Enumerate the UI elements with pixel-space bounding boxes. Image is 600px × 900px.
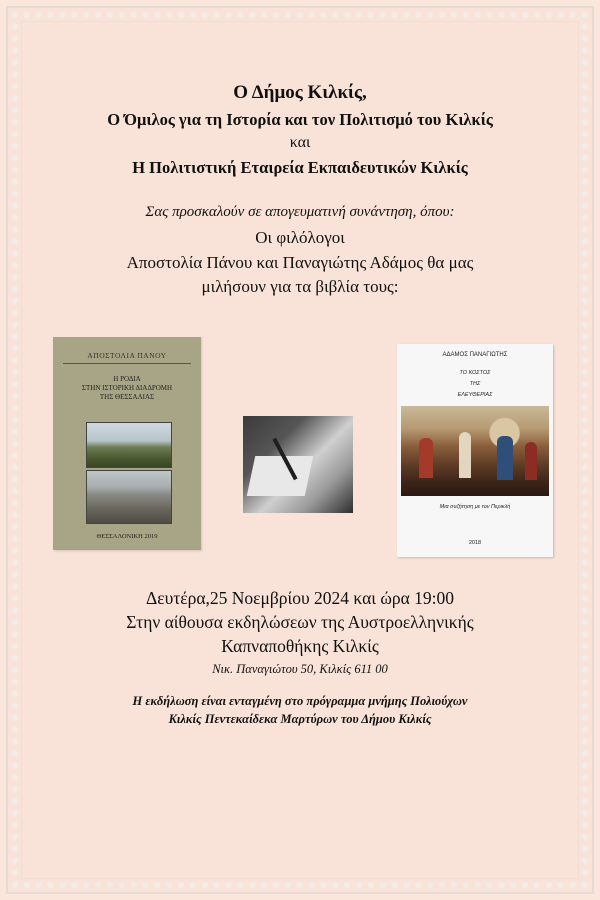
- organizer-history-group: Ο Όμιλος για τη Ιστορία και τον Πολιτισμό του Κιλκίς: [107, 110, 493, 129]
- speakers-line-1: Οι φιλόλογοι: [255, 228, 345, 247]
- book1-place: ΘΕΣΣΑΛΟΝΙΚΗ 2019: [96, 533, 158, 540]
- book2-subtitle: Μια συζήτηση με τον Περικλή: [439, 504, 511, 510]
- book2-title: [397, 368, 553, 401]
- invitation-intro: Σας προσκαλούν σε απογευματινή συνάντηση, όπου:: [145, 204, 455, 220]
- book1-title-line: ΤΗΣ ΘΕΣΣΑΛΙΑΣ: [99, 393, 155, 401]
- book2-painting: [401, 406, 549, 496]
- paper-shape: [247, 456, 314, 496]
- painting-figure: [497, 436, 513, 480]
- book1-title: [53, 375, 201, 402]
- organizer-teachers-society: Η Πολιτιστική Εταιρεία Εκπαιδευτικών Κιλκίς: [132, 158, 468, 177]
- organizer-municipality: Ο Δήμος Κιλκίς,: [233, 82, 367, 103]
- book1-divider: [63, 363, 191, 364]
- event-note-line-1: Η εκδήλωση είναι ενταγμένη στο πρόγραμμα μνήμης Πολιούχων: [132, 694, 468, 708]
- book1-title-line: Η ΡΟΔΙΑ: [113, 375, 141, 383]
- event-venue-line-1: Στην αίθουσα εκδηλώσεων της Αυστροελληνικής: [126, 612, 474, 632]
- organizer-conjunction: και: [289, 134, 311, 151]
- book1-title-line: ΣΤΗΝ ΙΣΤΟΡΙΚΗ ΔΙΑΔΡΟΜΗ: [81, 384, 173, 392]
- book1-river-photo: [86, 422, 172, 468]
- speakers-line-3: μιλήσουν για τα βιβλία τους:: [201, 277, 399, 296]
- book2-title-line: ΤΟ ΚΟΣΤΟΣ: [459, 370, 491, 376]
- writing-hand-photo: [243, 416, 353, 513]
- book-cover-kostos-eleftherias: [397, 344, 553, 557]
- book-cover-rodia: [53, 337, 201, 550]
- event-venue-line-2: Καπναποθήκης Κιλκίς: [221, 636, 379, 656]
- event-note-line-2: Κιλκίς Πεντεκαίδεκα Μαρτύρων του Δήμου Κιλκίς: [168, 712, 432, 726]
- book2-year: 2018: [468, 540, 482, 546]
- painting-figure: [419, 438, 433, 478]
- book1-author: ΑΠΟΣΤΟΛΙΑ ΠΑΝΟΥ: [87, 351, 167, 360]
- book2-title-line: ΕΛΕΥΘΕΡΙΑΣ: [457, 392, 493, 398]
- book2-author: ΑΔΑΜΟΣ ΠΑΝΑΓΙΩΤΗΣ: [442, 352, 508, 358]
- book2-title-line: ΤΗΣ: [469, 381, 481, 387]
- painting-figure: [525, 442, 537, 480]
- event-address: Νικ. Παναγιώτου 50, Κιλκίς 611 00: [212, 662, 388, 676]
- event-datetime: Δευτέρα,25 Νοεμβρίου 2024 και ώρα 19:00: [145, 588, 454, 608]
- painting-figure: [459, 432, 471, 478]
- speakers-line-2: Αποστολία Πάνου και Παναγιώτης Αδάμος θα μας: [126, 253, 474, 272]
- book1-building-photo: [86, 470, 172, 524]
